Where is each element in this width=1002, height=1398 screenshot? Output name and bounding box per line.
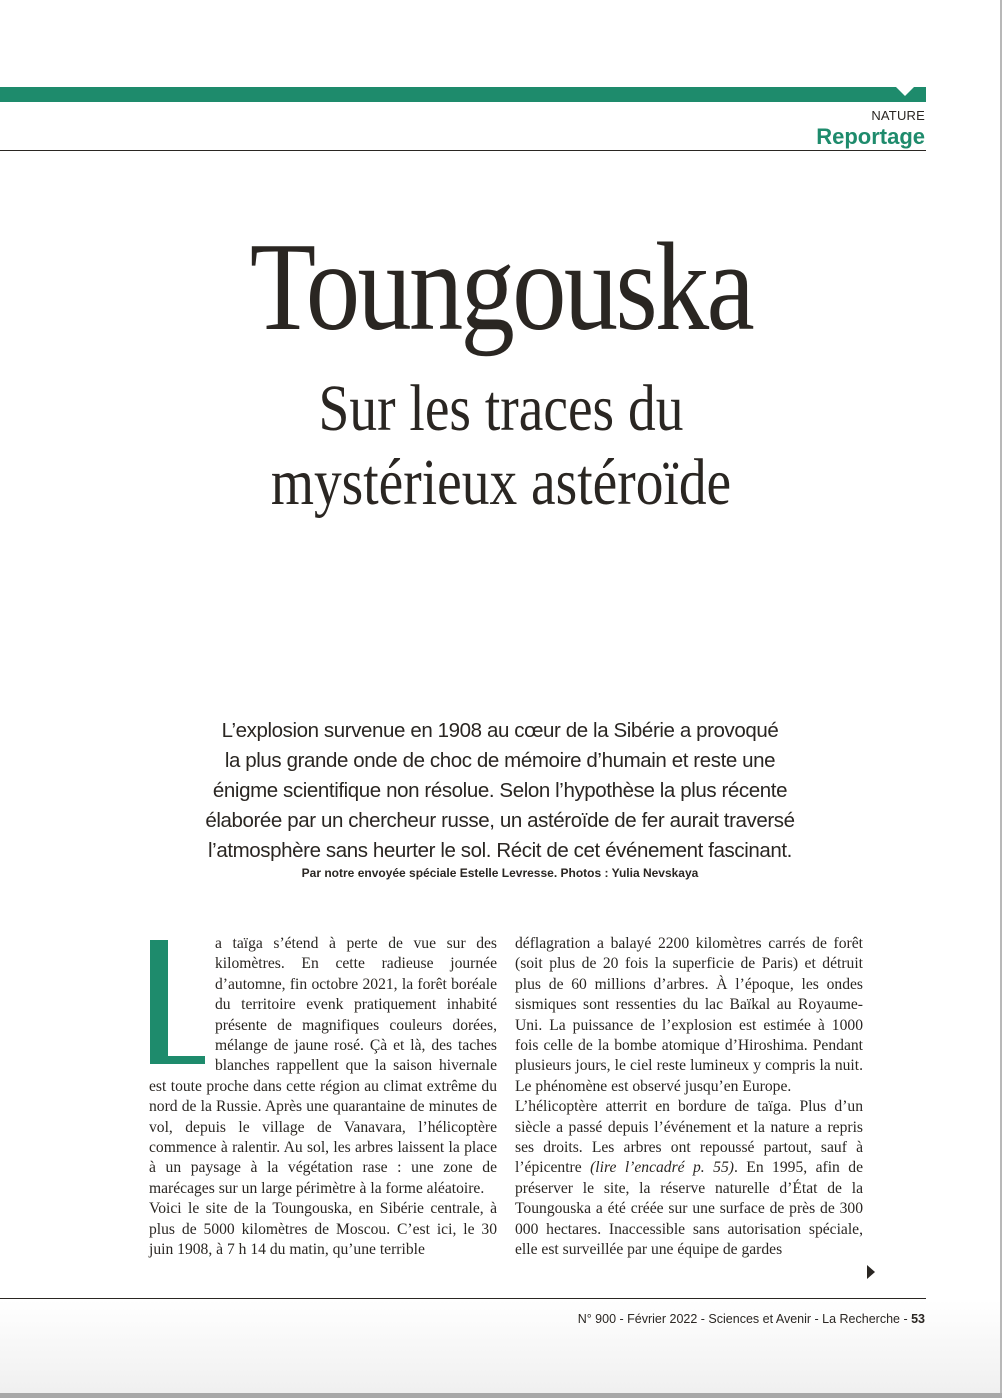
body-paragraph xyxy=(515,1097,863,1260)
lede-line: élaborée par un chercheur russe, un astéroïde de fer aurait traversé xyxy=(205,809,795,832)
section-kicker: NATURE xyxy=(871,108,925,123)
paragraph-text: L’hélicoptère atterrit en bordure de taïga. Plus d’un siècle a passé depuis l’événement et la nature a repris ses droits. Les arbres ont repoussé partout, sauf à l’épicentre xyxy=(515,1098,863,1177)
page-bottom-edge xyxy=(0,1393,1002,1398)
article-subtitle xyxy=(80,372,922,520)
header-rule xyxy=(0,150,926,151)
continue-arrow-icon xyxy=(867,1265,875,1279)
cross-reference-link[interactable]: (lire l’encadré p. 55) xyxy=(590,1159,734,1177)
footer-rule xyxy=(0,1298,926,1299)
lede-line: énigme scientifique non résolue. Selon l’hypothèse la plus récente xyxy=(212,779,788,802)
section-name: Reportage xyxy=(816,124,925,149)
article-lede xyxy=(140,716,860,866)
page-footer xyxy=(578,1312,925,1326)
subtitle-line-2: mystérieux astéroïde xyxy=(270,446,732,519)
subtitle-line-1: Sur les traces du xyxy=(318,372,684,445)
body-paragraph: a taïga s’étend à perte de vue sur des kilomètres. En cette radieuse journée d’automne, fin octobre 2021, la forêt boréale du territoire evenk pratiquement inhabité présente de magnifiques couleurs dorées, mélange de jaune rosé. Çà et là, des taches blanches rappellent que la saison hivernale est toute proche dans cette région au climat extrême du nord de la Russie. Après une quarantaine de minutes de vol, depuis le village de Vanavara, l’hélicoptère commence à ralentir. Au sol, les arbres laissent la place à un paysage à la végétation rase : une zone de marécages sur un large périmètre à la forme aléatoire. xyxy=(149,935,497,1197)
byline: Par notre envoyée spéciale Estelle Levresse. Photos : Yulia Nevskaya xyxy=(301,866,699,880)
lede-line: la plus grande onde de choc de mémoire d’humain et reste une xyxy=(224,749,776,772)
section-rubric xyxy=(816,108,925,150)
drop-cap-stem xyxy=(150,940,168,1064)
section-color-band xyxy=(0,87,926,102)
body-paragraph: Voici le site de la Toungouska, en Sibérie centrale, à plus de 5000 kilomètres de Moscou. C’est ici, le 30 juin 1908, à 7 h 14 du matin, qu’une terrible xyxy=(149,1200,497,1259)
lede-line: L’explosion survenue en 1908 au cœur de la Sibérie a provoqué xyxy=(221,719,779,742)
lede-line: l’atmosphère sans heurter le sol. Récit de cet événement fascinant. xyxy=(208,839,792,862)
band-notch-icon xyxy=(896,87,914,96)
issue-info: N° 900 - Février 2022 - Sciences et Avenir - La Recherche - xyxy=(577,1312,912,1326)
body-column-2 xyxy=(515,934,863,1261)
page-number: 53 xyxy=(911,1312,925,1326)
body-column-1 xyxy=(149,934,497,1261)
drop-cap-l xyxy=(149,940,207,1064)
drop-cap-foot xyxy=(150,1056,205,1064)
paragraph-text: . En 1995, afin de préserver le site, la réserve naturelle d’État de la Toungouska a été créée sur une surface de près de 300 000 hectares. Inaccessible sans autorisation spéciale, elle est surveillée par une équipe de gardes xyxy=(515,1159,863,1259)
body-paragraph: déflagration a balayé 2200 kilomètres carrés de forêt (soit plus de 20 fois la superficie de Paris) et détruit plus de 60 millions d’arbres. À l’époque, les ondes sismiques sont ressenties du lac Baïkal au Royaume-Uni. La puissance de l’explosion est estimée à 1000 fois celle de la bombe atomique d’Hiroshima. Pendant plusieurs jours, le ciel reste lumineux y compris la nuit. Le phénomène est observé jusqu’en Europe. xyxy=(515,935,863,1095)
article-title: Toungouska xyxy=(249,218,753,357)
